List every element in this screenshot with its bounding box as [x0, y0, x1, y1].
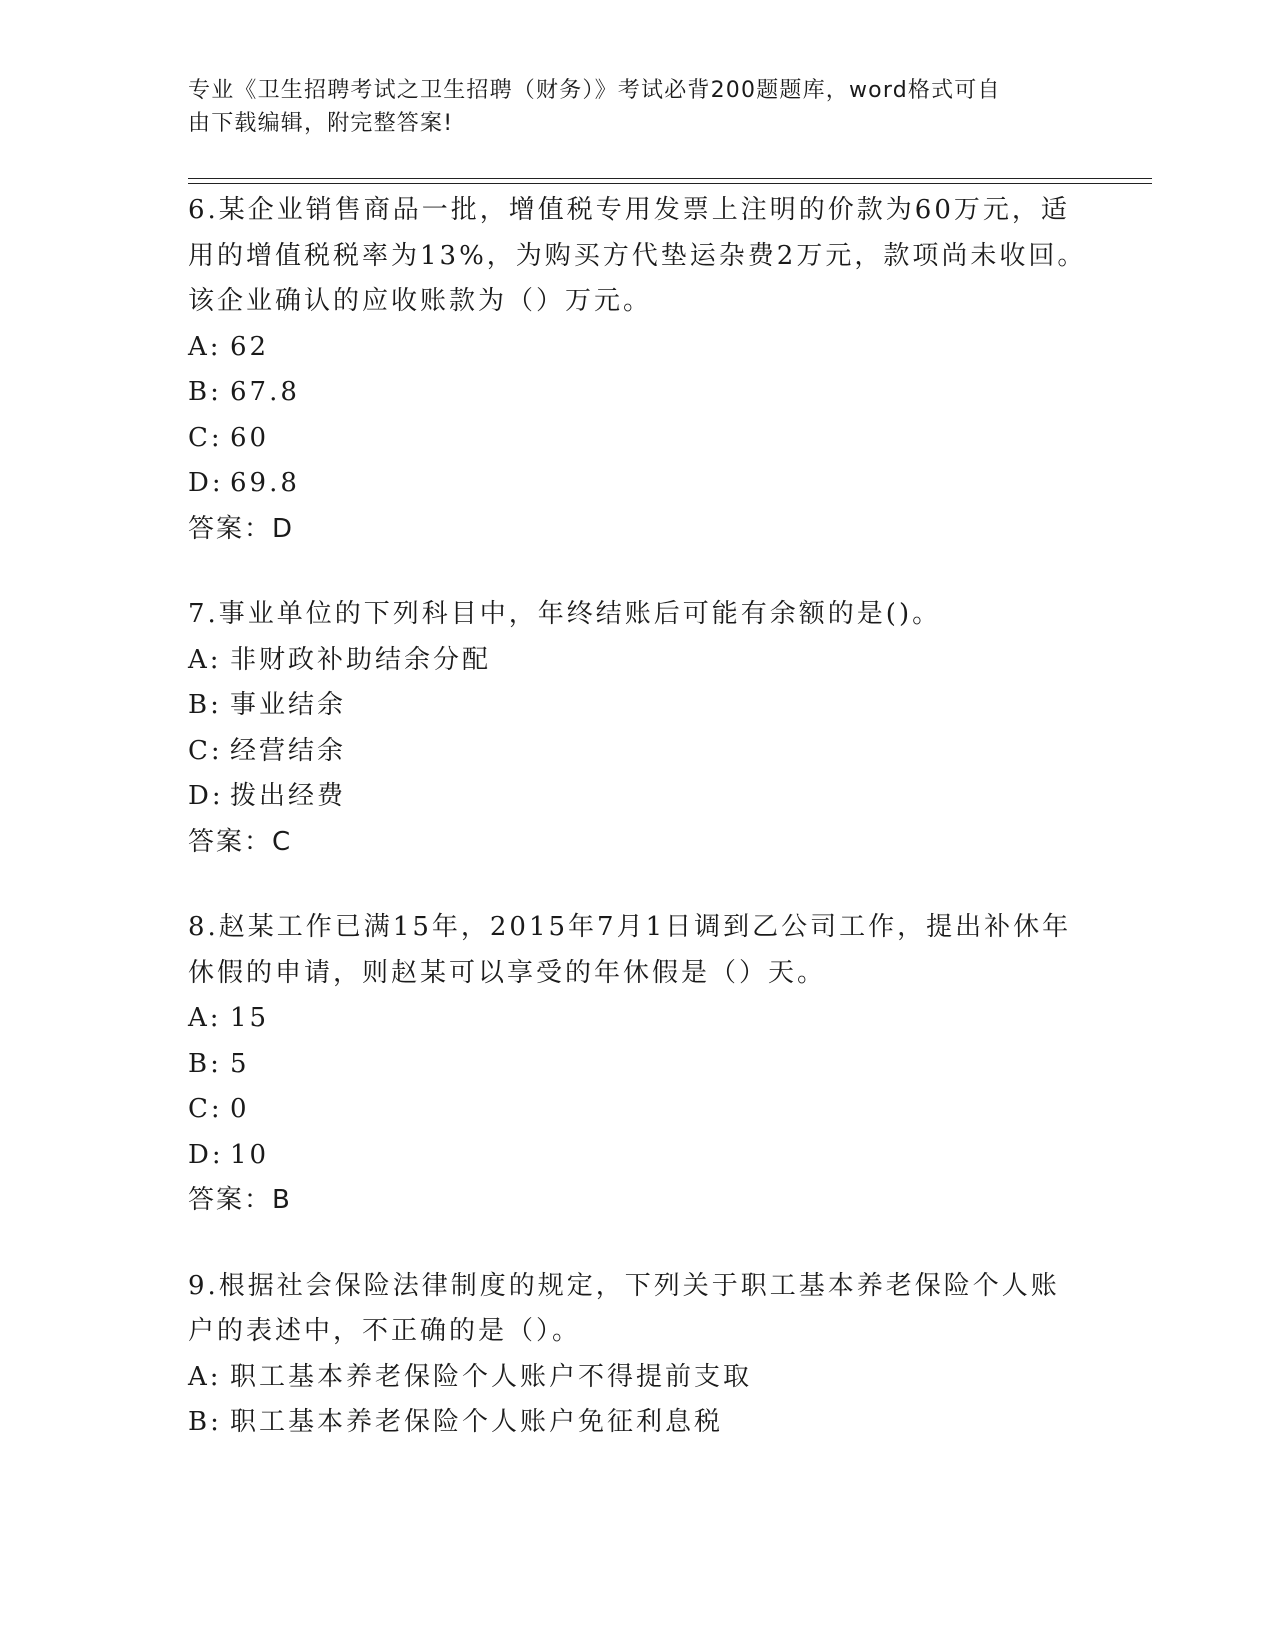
option-a — [188, 638, 1088, 684]
question-6 — [188, 188, 1088, 552]
option-letter: C: — [188, 735, 223, 766]
option-b — [188, 1400, 1088, 1446]
option-text: 15 — [230, 1003, 270, 1033]
header-line-1: 专业《卫生招聘考试之卫生招聘（财务）》考试必背200题题库，word格式可自 — [188, 78, 1001, 103]
option-letter: D: — [188, 1139, 224, 1170]
option-letter: A: — [188, 644, 222, 675]
option-letter: A: — [188, 1003, 222, 1033]
answer-line: 答案：D — [188, 513, 295, 544]
option-letter: B: — [188, 690, 222, 720]
question-stem: 6.某企业销售商品一批，增值税专用发票上注明的价款为60万元，适用的增值税税率为13%，为购买方代垫运杂费2万元，款项尚未收回。该企业确认的应收账款为（）万元。 — [188, 195, 1087, 316]
header-line-2: 由下载编辑，附完整答案! — [188, 111, 454, 136]
option-text: 职工基本养老保险个人账户不得提前支取 — [230, 1361, 753, 1392]
option-b — [188, 1042, 1088, 1088]
option-text: 69.8 — [230, 468, 300, 498]
option-c — [188, 729, 1088, 775]
option-letter: D: — [188, 468, 224, 498]
option-text: 非财政补助结余分配 — [230, 644, 492, 675]
option-letter: B: — [188, 1407, 222, 1437]
document-header — [188, 74, 1088, 140]
option-letter: A: — [188, 331, 222, 362]
option-c — [188, 416, 1088, 462]
question-stem: 7.事业单位的下列科目中，年终结账后可能有余额的是()。 — [188, 599, 942, 629]
option-d — [188, 1133, 1088, 1179]
option-text: 事业结余 — [230, 690, 347, 720]
option-text: 职工基本养老保险个人账户免征利息税 — [230, 1407, 724, 1437]
option-text: 10 — [230, 1139, 270, 1170]
option-text: 经营结余 — [230, 735, 347, 766]
option-d — [188, 774, 1088, 820]
option-text: 67.8 — [230, 377, 300, 407]
option-letter: B: — [188, 1048, 222, 1079]
question-8 — [188, 905, 1088, 1224]
option-letter: D: — [188, 781, 224, 811]
option-b — [188, 683, 1088, 729]
question-list — [188, 188, 1088, 1486]
option-letter: C: — [188, 1094, 223, 1124]
header-divider-top — [188, 178, 1152, 179]
option-text: 5 — [230, 1048, 250, 1079]
question-stem: 9.根据社会保险法律制度的规定，下列关于职工基本养老保险个人账户的表述中，不正确的是（）。 — [188, 1270, 1060, 1346]
option-text: 62 — [230, 331, 270, 362]
question-stem: 8.赵某工作已满15年，2015年7月1日调到乙公司工作，提出补休年休假的申请，则赵某可以享受的年休假是（）天。 — [188, 912, 1072, 988]
option-text: 0 — [230, 1094, 250, 1124]
option-letter: A: — [188, 1361, 222, 1392]
option-c — [188, 1087, 1088, 1133]
option-a — [188, 325, 1088, 371]
option-b — [188, 370, 1088, 416]
question-9 — [188, 1264, 1088, 1446]
header-divider-bottom — [188, 183, 1152, 184]
option-a — [188, 996, 1088, 1042]
option-letter: C: — [188, 422, 223, 453]
option-letter: B: — [188, 377, 222, 407]
option-d — [188, 461, 1088, 507]
option-a — [188, 1355, 1088, 1401]
option-text: 拨出经费 — [230, 781, 347, 811]
answer-line: 答案：B — [188, 1185, 292, 1215]
answer-line: 答案：C — [188, 826, 293, 857]
option-text: 60 — [230, 422, 270, 453]
question-7 — [188, 592, 1088, 865]
